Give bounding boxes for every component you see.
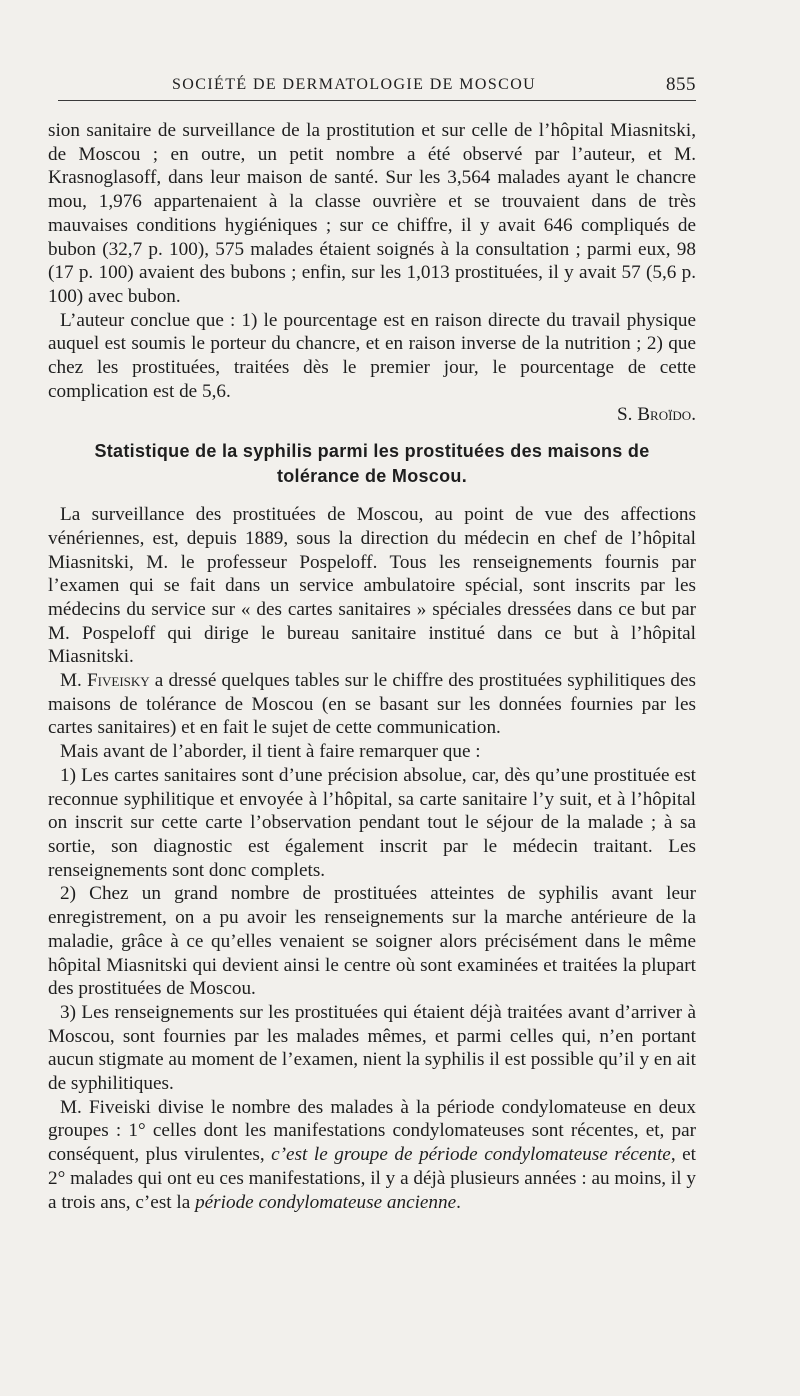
- fiveisky-prefix: M.: [60, 670, 87, 692]
- groups-text-c: , et 2° malades qui ont eu ces manifestations, il y a déjà plusieurs années : au moins, il y a trois ans, c’est la: [48, 1144, 696, 1213]
- paragraph-surveillance: La surveillance des prostituées de Moscou, au point de vue des affections vénériennes, est, depuis 1889, sous la direction du médecin en chef de l’hôpital Miasnitski, M. le professeur Pospeloff. Tous les renseignements fournis par l’examen qui se fait dans un service ambulatoire spécial, sont inscrits par les médecins du service sur « des cartes sanitaires » spéciales dressées dans ce but par M. Pospeloff qui dirige le bureau sanitaire institué dans ce but à l’hôpital Miasnitski.: [48, 504, 696, 668]
- page-number: 855: [666, 74, 696, 95]
- running-title: SOCIÉTÉ DE DERMATOLOGIE DE MOSCOU: [172, 76, 537, 93]
- header-rule: [58, 100, 696, 101]
- section-heading-line1: Statistique de la syphilis parmi les prostituées des maisons de: [94, 441, 650, 462]
- paragraph-continuation: sion sanitaire de surveillance de la prostitution et sur celle de l’hôpital Miasnitski, de Moscou ; en outre, un petit nombre a été observé par l’auteur, et M. Krasnoglasoff, dans leur maison de santé. Sur les 3,564 malades ayant le chancre mou, 1,976 appartenaient à la classe ouvrière et se trouvaient dans de très mauvaises conditions hygiéniques ; sur ce chiffre, il y avait 646 compliqués de bubon (32,7 p. 100), 575 malades étaient soignés à la consultation ; parmi eux, 98 (17 p. 100) avaient des bubons ; enfin, sur les 1,013 prostituées, il y avait 57 (5,6 p. 100) avec bubon.: [48, 120, 696, 307]
- groups-text-a: M. Fiveiski divise le nombre des malades à la période condylomateuse en deux groupes : 1° celles dont les manifestations condylomateuses sont récentes, et, par conséquent, plus virulentes,: [48, 1096, 696, 1166]
- paragraph-fiveisky: [48, 669, 696, 740]
- groups-text-e: .: [456, 1191, 461, 1213]
- section-heading: [48, 439, 696, 489]
- author-signature: S. Broïdo.: [616, 404, 696, 426]
- paragraph-conclusion: [48, 309, 696, 428]
- fiveisky-text: a dressé quelques tables sur le chiffre des prostituées syphilitiques des maisons de tolérance de Moscou (en se basant sur les données fournies par les cartes sanitaires) et en fait le sujet de cette communication.: [48, 670, 696, 739]
- paragraph-remark: Mais avant de l’aborder, il tient à faire remarquer que :: [60, 741, 481, 763]
- section-heading-line2: tolérance de Moscou.: [276, 466, 468, 487]
- paragraph-point-2: 2) Chez un grand nombre de prostituées atteintes de syphilis avant leur enregistrement, on a pu avoir les renseignements sur la marche antérieure de la maladie, grâce à ce qu’elles venaient se soigner alors précisément dans le même hôpital Miasnitski qui devient ainsi le centre où sont examinées et traitées la plupart des prostituées de Moscou.: [48, 883, 696, 1000]
- groups-italic-recent: c’est le groupe de période condylomateuse récente: [271, 1144, 671, 1166]
- paragraph-point-1: 1) Les cartes sanitaires sont d’une précision absolue, car, dès qu’une prostituée est reconnue syphilitique et envoyée à l’hôpital, sa carte sanitaire l’y suit, et à l’hôpital on inscrit sur cette carte l’observation pendant tout le séjour de la malade ; à sa sortie, son diagnostic est également inscrit par le médecin traitant. Les renseignements sont donc complets.: [48, 764, 696, 881]
- paragraph-groups: [48, 1096, 696, 1215]
- groups-italic-ancient: période condylomateuse ancienne: [195, 1191, 457, 1213]
- conclusion-text: L’auteur conclue que : 1) le pourcentage est en raison directe du travail physique auquel est soumis le porteur du chancre, et en raison inverse de la nutrition ; 2) que chez les prostituées, traitées dès le premier jour, le pourcentage de cette complication est de 5,6.: [48, 309, 696, 402]
- running-header: [48, 72, 696, 100]
- author-name: Fiveisky: [87, 670, 150, 692]
- paragraph-point-3: 3) Les renseignements sur les prostituées qui étaient déjà traitées avant d’arriver à Moscou, sont fournies par les malades mêmes, et parmi celles qui, n’en portant aucun stigmate au moment de l’examen, nient la syphilis il est possible qu’il y en ait de syphilitiques.: [48, 1001, 696, 1095]
